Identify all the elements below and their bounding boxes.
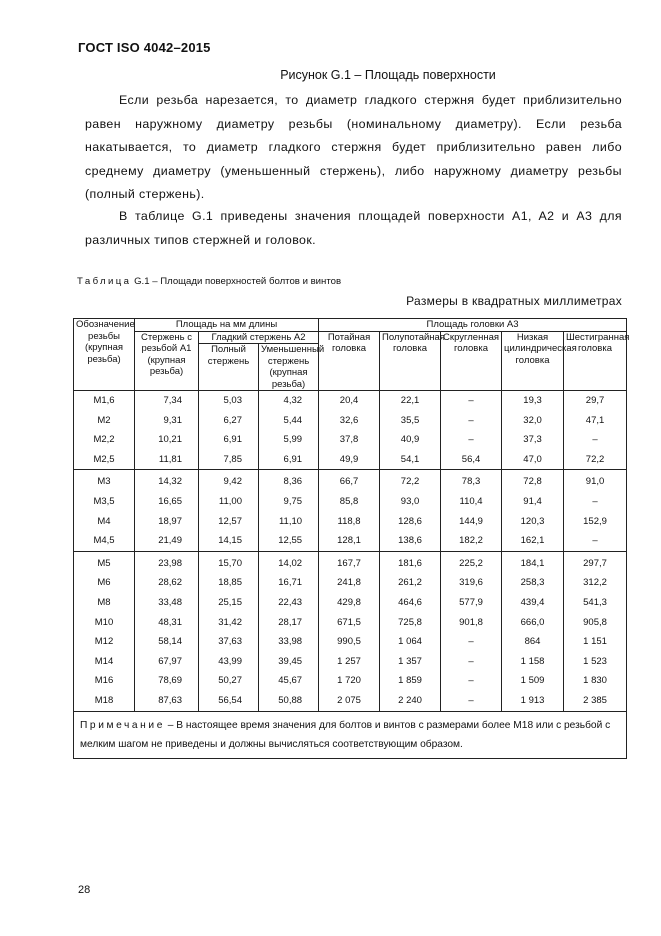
- value-cell: 12,55: [259, 531, 319, 551]
- value-cell: 167,7: [319, 551, 380, 573]
- value-cell: 32,6: [319, 411, 380, 431]
- header-full-shank: Полный стержень: [199, 344, 259, 391]
- thread-designation-cell: M1,6: [74, 391, 135, 411]
- value-cell: 439,4: [502, 593, 564, 613]
- value-cell: 18,97: [135, 512, 199, 532]
- header-threaded-shank: Стержень с резьбой A1 (крупная резьба): [135, 331, 199, 391]
- units-note: Размеры в квадратных миллиметрах: [406, 294, 622, 308]
- value-cell: 429,8: [319, 593, 380, 613]
- thread-designation-cell: M14: [74, 652, 135, 672]
- value-cell: 118,8: [319, 512, 380, 532]
- value-cell: –: [441, 632, 502, 652]
- value-cell: 261,2: [380, 573, 441, 593]
- thread-designation-cell: M16: [74, 671, 135, 691]
- thread-designation-cell: M18: [74, 691, 135, 711]
- table-row: [74, 470, 627, 492]
- header-raised-countersunk-head: Полупотайная головка: [380, 331, 441, 391]
- thread-designation-cell: M12: [74, 632, 135, 652]
- value-cell: 128,6: [380, 512, 441, 532]
- value-cell: 864: [502, 632, 564, 652]
- value-cell: 18,85: [199, 573, 259, 593]
- header-designation: Обозначение резьбы (крупная резьба): [74, 319, 135, 391]
- thread-designation-cell: M3: [74, 470, 135, 492]
- value-cell: 78,69: [135, 671, 199, 691]
- value-cell: 35,5: [380, 411, 441, 431]
- value-cell: 577,9: [441, 593, 502, 613]
- value-cell: 1 830: [564, 671, 627, 691]
- value-cell: 312,2: [564, 573, 627, 593]
- value-cell: 7,34: [135, 391, 199, 411]
- surface-area-table: [73, 318, 630, 759]
- value-cell: 66,7: [319, 470, 380, 492]
- value-cell: 1 509: [502, 671, 564, 691]
- value-cell: 9,75: [259, 492, 319, 512]
- value-cell: 43,99: [199, 652, 259, 672]
- paragraph-2: В таблице G.1 приведены значения площадей поверхности A1, A2 и A3 для различных типов стержней и головок.: [85, 209, 622, 247]
- value-cell: 6,91: [199, 430, 259, 450]
- value-cell: 9,31: [135, 411, 199, 431]
- paragraph-1: Если резьба нарезается, то диаметр гладкого стержня будет приблизительно равен наружному диаметру резьбы (номинальному диаметру). Если резьба накатывается, то диаметр гладкого стержня будет приблизительно равен либо среднему диаметру (уменьшенный стержень), либо наружному диаметру резьбы (полный стержень).: [85, 93, 622, 202]
- value-cell: 464,6: [380, 593, 441, 613]
- value-cell: 258,3: [502, 573, 564, 593]
- value-cell: 901,8: [441, 613, 502, 633]
- value-cell: 87,63: [135, 691, 199, 711]
- value-cell: 85,8: [319, 492, 380, 512]
- value-cell: 1 257: [319, 652, 380, 672]
- value-cell: 128,1: [319, 531, 380, 551]
- table-row: [74, 593, 627, 613]
- value-cell: 33,48: [135, 593, 199, 613]
- header-low-cylinder-head: Низкая цилиндрическая головка: [502, 331, 564, 391]
- value-cell: 47,1: [564, 411, 627, 431]
- value-cell: 225,2: [441, 551, 502, 573]
- value-cell: 671,5: [319, 613, 380, 633]
- value-cell: 5,99: [259, 430, 319, 450]
- value-cell: 72,2: [380, 470, 441, 492]
- value-cell: 19,3: [502, 391, 564, 411]
- value-cell: 50,27: [199, 671, 259, 691]
- thread-designation-cell: M3,5: [74, 492, 135, 512]
- value-cell: –: [564, 531, 627, 551]
- table-row: [74, 652, 627, 672]
- value-cell: 11,10: [259, 512, 319, 532]
- value-cell: –: [441, 391, 502, 411]
- value-cell: 58,14: [135, 632, 199, 652]
- value-cell: 319,6: [441, 573, 502, 593]
- table-note: Примечание – В настоящее время значения для болтов и винтов с размерами более M18 или с резьбой с мелким шагом не приведены и должны вычисляться соответствующим образом.: [74, 711, 627, 758]
- value-cell: 37,8: [319, 430, 380, 450]
- value-cell: 25,15: [199, 593, 259, 613]
- value-cell: 666,0: [502, 613, 564, 633]
- value-cell: 162,1: [502, 531, 564, 551]
- value-cell: 15,70: [199, 551, 259, 573]
- thread-designation-cell: M4,5: [74, 531, 135, 551]
- value-cell: 78,3: [441, 470, 502, 492]
- value-cell: 93,0: [380, 492, 441, 512]
- page-number: 28: [78, 884, 91, 896]
- value-cell: 120,3: [502, 512, 564, 532]
- value-cell: 6,27: [199, 411, 259, 431]
- thread-designation-cell: M4: [74, 512, 135, 532]
- value-cell: 48,31: [135, 613, 199, 633]
- value-cell: 4,32: [259, 391, 319, 411]
- value-cell: 2 075: [319, 691, 380, 711]
- value-cell: 905,8: [564, 613, 627, 633]
- value-cell: 5,44: [259, 411, 319, 431]
- value-cell: 1 859: [380, 671, 441, 691]
- value-cell: 22,1: [380, 391, 441, 411]
- value-cell: 56,54: [199, 691, 259, 711]
- value-cell: 49,9: [319, 450, 380, 470]
- value-cell: 6,91: [259, 450, 319, 470]
- table-row: [74, 671, 627, 691]
- value-cell: 91,4: [502, 492, 564, 512]
- table-row: [74, 632, 627, 652]
- table-row: [74, 691, 627, 711]
- value-cell: 32,0: [502, 411, 564, 431]
- value-cell: 21,49: [135, 531, 199, 551]
- table-row: [74, 450, 627, 470]
- value-cell: 1 523: [564, 652, 627, 672]
- value-cell: 91,0: [564, 470, 627, 492]
- header-countersunk-head: Потайная головка: [319, 331, 380, 391]
- value-cell: 47,0: [502, 450, 564, 470]
- value-cell: 33,98: [259, 632, 319, 652]
- value-cell: 37,63: [199, 632, 259, 652]
- value-cell: 45,67: [259, 671, 319, 691]
- value-cell: –: [441, 652, 502, 672]
- value-cell: 23,98: [135, 551, 199, 573]
- value-cell: 14,15: [199, 531, 259, 551]
- value-cell: 39,45: [259, 652, 319, 672]
- table-row: [74, 492, 627, 512]
- value-cell: 990,5: [319, 632, 380, 652]
- table-row: [74, 573, 627, 593]
- value-cell: –: [441, 671, 502, 691]
- value-cell: 72,8: [502, 470, 564, 492]
- value-cell: 1 720: [319, 671, 380, 691]
- header-hex-head: Шестигранная головка: [564, 331, 627, 391]
- value-cell: 1 064: [380, 632, 441, 652]
- value-cell: 10,21: [135, 430, 199, 450]
- value-cell: 37,3: [502, 430, 564, 450]
- value-cell: 67,97: [135, 652, 199, 672]
- value-cell: 29,7: [564, 391, 627, 411]
- value-cell: 1 913: [502, 691, 564, 711]
- value-cell: 9,42: [199, 470, 259, 492]
- value-cell: 14,02: [259, 551, 319, 573]
- document-header: ГОСТ ISO 4042–2015: [78, 40, 211, 55]
- value-cell: –: [441, 691, 502, 711]
- table-row: [74, 531, 627, 551]
- value-cell: 1 158: [502, 652, 564, 672]
- value-cell: 50,88: [259, 691, 319, 711]
- value-cell: 20,4: [319, 391, 380, 411]
- value-cell: 5,03: [199, 391, 259, 411]
- header-smooth-shank: Гладкий стержень A2: [199, 331, 319, 344]
- value-cell: 725,8: [380, 613, 441, 633]
- value-cell: 182,2: [441, 531, 502, 551]
- header-head-area: Площадь головки A3: [319, 319, 627, 332]
- value-cell: 181,6: [380, 551, 441, 573]
- table-body: [74, 391, 627, 712]
- value-cell: 16,65: [135, 492, 199, 512]
- value-cell: 28,17: [259, 613, 319, 633]
- header-area-per-mm: Площадь на мм длины: [135, 319, 319, 332]
- table-row: [74, 430, 627, 450]
- value-cell: 22,43: [259, 593, 319, 613]
- value-cell: 7,85: [199, 450, 259, 470]
- value-cell: 138,6: [380, 531, 441, 551]
- value-cell: 152,9: [564, 512, 627, 532]
- table-row: [74, 512, 627, 532]
- value-cell: –: [564, 430, 627, 450]
- value-cell: 1 151: [564, 632, 627, 652]
- value-cell: 28,62: [135, 573, 199, 593]
- value-cell: 541,3: [564, 593, 627, 613]
- value-cell: –: [441, 411, 502, 431]
- value-cell: 110,4: [441, 492, 502, 512]
- thread-designation-cell: M8: [74, 593, 135, 613]
- value-cell: 11,81: [135, 450, 199, 470]
- value-cell: 12,57: [199, 512, 259, 532]
- value-cell: 2 240: [380, 691, 441, 711]
- value-cell: 31,42: [199, 613, 259, 633]
- value-cell: 144,9: [441, 512, 502, 532]
- table-caption: Таблица G.1 – Площади поверхностей болтов и винтов: [77, 276, 342, 287]
- table-row: [74, 613, 627, 633]
- thread-designation-cell: M2,2: [74, 430, 135, 450]
- value-cell: 241,8: [319, 573, 380, 593]
- header-reduced-shank: Уменьшенный стержень (крупная резьба): [259, 344, 319, 391]
- figure-caption: Рисунок G.1 – Площадь поверхности: [280, 68, 496, 82]
- value-cell: 16,71: [259, 573, 319, 593]
- header-round-head: Скругленная головка: [441, 331, 502, 391]
- value-cell: 1 357: [380, 652, 441, 672]
- table-row: [74, 551, 627, 573]
- table-row: [74, 411, 627, 431]
- value-cell: 184,1: [502, 551, 564, 573]
- value-cell: –: [564, 492, 627, 512]
- thread-designation-cell: M10: [74, 613, 135, 633]
- value-cell: 54,1: [380, 450, 441, 470]
- value-cell: 40,9: [380, 430, 441, 450]
- thread-designation-cell: M6: [74, 573, 135, 593]
- table-row: [74, 391, 627, 411]
- value-cell: 8,36: [259, 470, 319, 492]
- value-cell: 56,4: [441, 450, 502, 470]
- value-cell: 2 385: [564, 691, 627, 711]
- value-cell: 11,00: [199, 492, 259, 512]
- thread-designation-cell: M5: [74, 551, 135, 573]
- thread-designation-cell: M2: [74, 411, 135, 431]
- value-cell: –: [441, 430, 502, 450]
- value-cell: 14,32: [135, 470, 199, 492]
- value-cell: 72,2: [564, 450, 627, 470]
- thread-designation-cell: M2,5: [74, 450, 135, 470]
- value-cell: 297,7: [564, 551, 627, 573]
